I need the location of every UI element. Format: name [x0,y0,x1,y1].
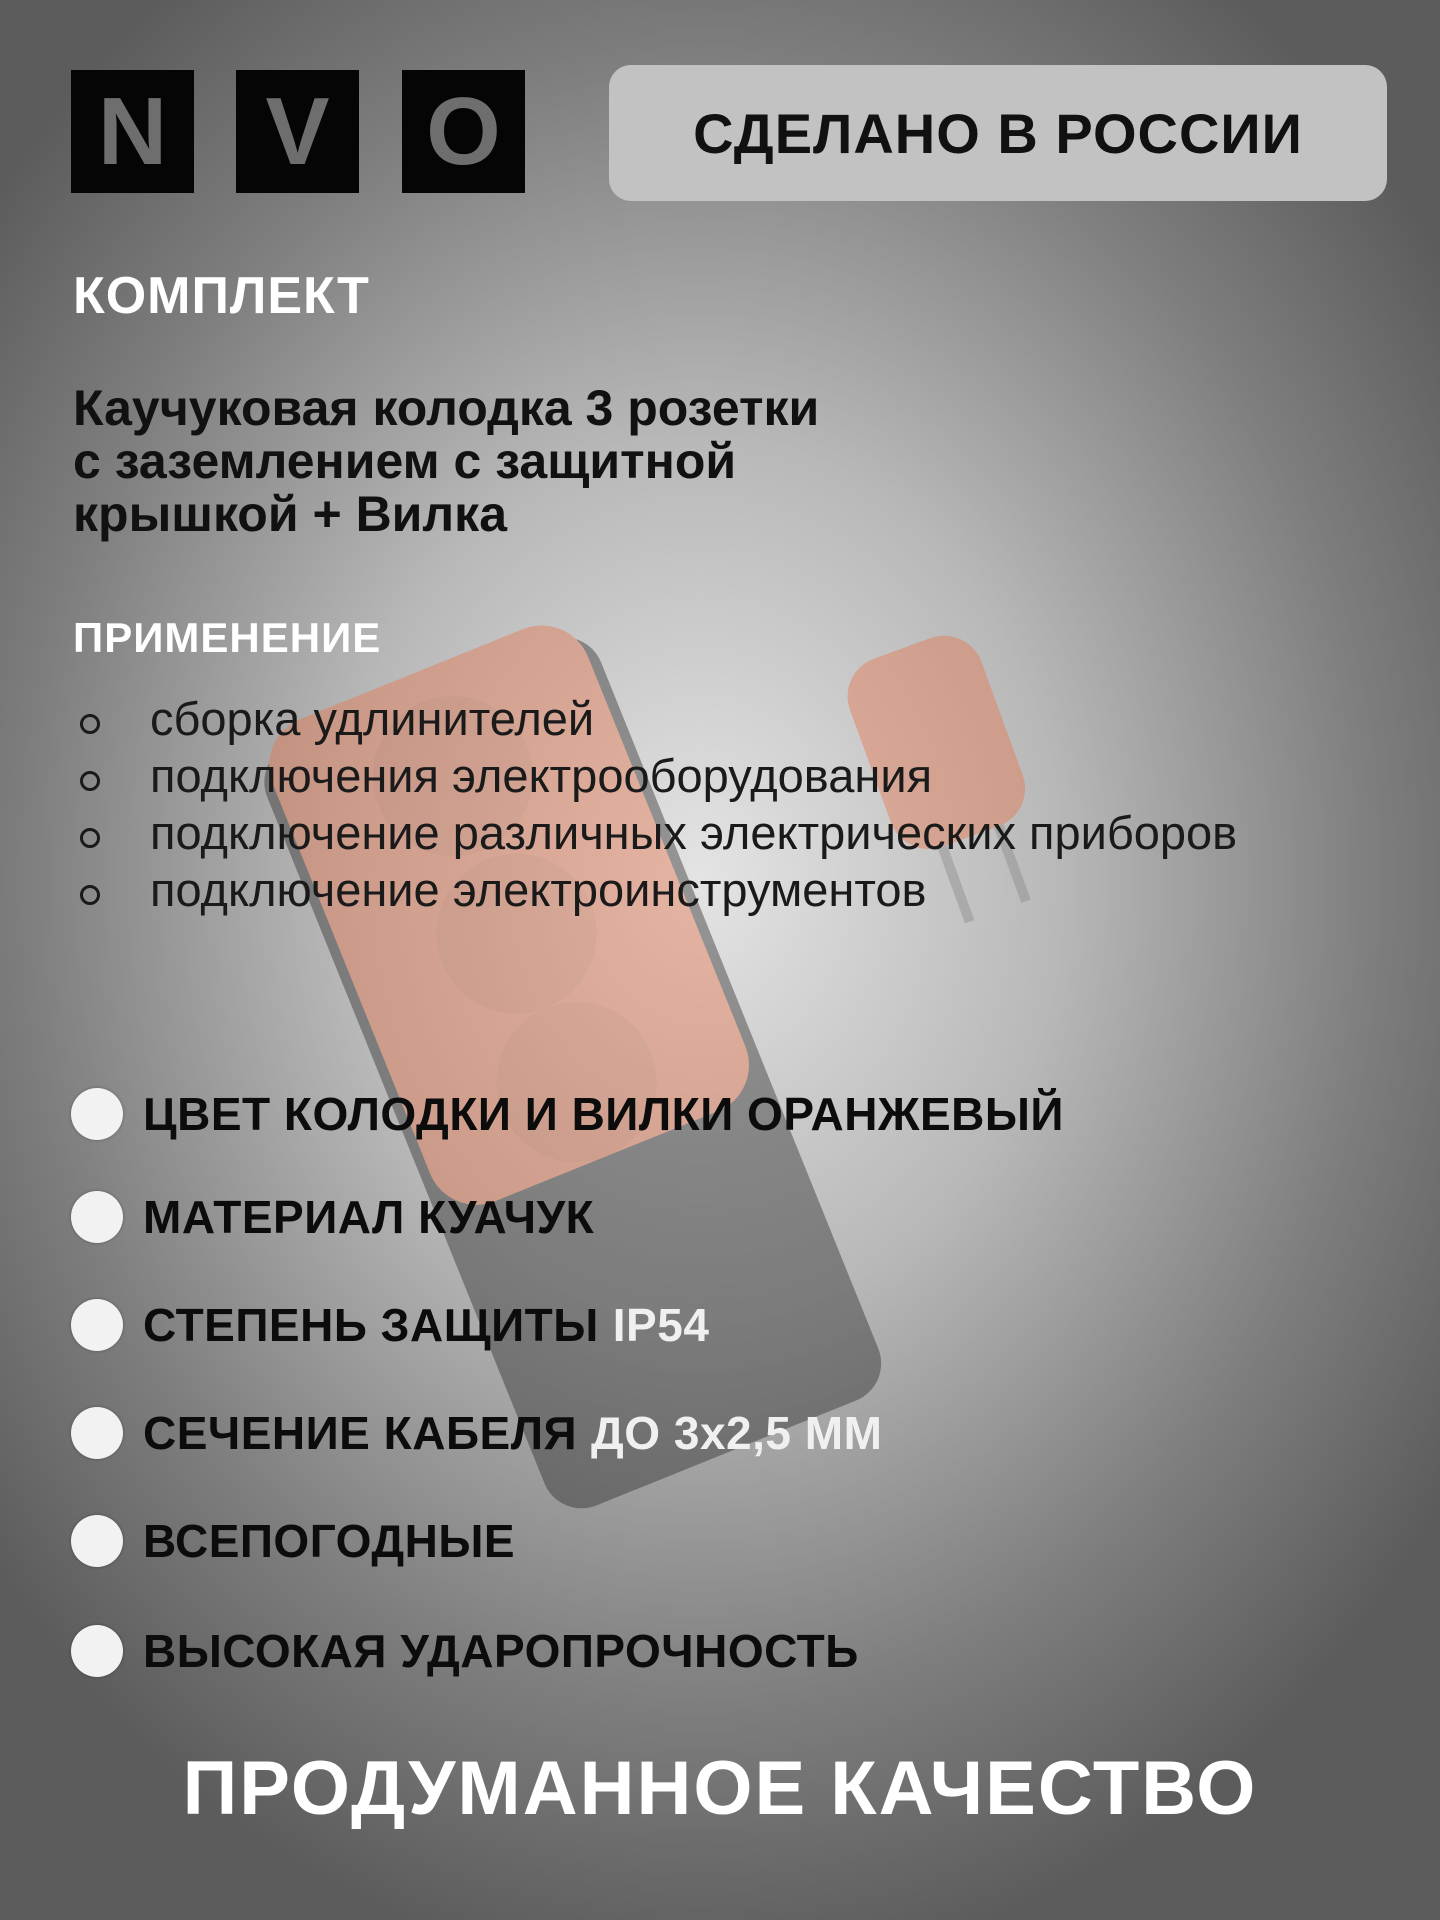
feature-label: МАТЕРИАЛ КУАЧУК [143,1191,595,1243]
title-line: крышкой + Вилка [73,486,508,542]
list-item [80,747,1360,804]
list-item [80,861,1360,918]
title-line: Каучуковая колодка 3 розетки [73,380,820,436]
feature-item [71,1190,594,1244]
circle-bullet-icon [71,1299,123,1351]
feature-item [71,1624,859,1678]
list-item-text: подключения электрооборудования [150,749,933,802]
list-item [80,690,1360,747]
circle-bullet-icon [71,1191,123,1243]
feature-label: ЦВЕТ КОЛОДКИ И ВИЛКИ ОРАНЖЕВЫЙ [143,1088,1064,1140]
feature-item [71,1298,709,1352]
feature-item [71,1087,1064,1141]
logo-letter-v: V [236,70,359,193]
bullet-icon [80,885,100,905]
feature-value: IP54 [612,1299,710,1351]
applications-list [80,690,1360,918]
kit-heading: КОМПЛЕКТ [73,267,370,325]
circle-bullet-icon [71,1515,123,1567]
list-item-text: подключение различных электрических приборов [150,806,1238,859]
circle-bullet-icon [71,1407,123,1459]
logo-letter-n: N [71,70,194,193]
list-item-text: подключение электроинструментов [150,863,927,916]
made-in-russia-badge: СДЕЛАНО В РОССИИ [609,65,1387,201]
footer-slogan: ПРОДУМАННОЕ КАЧЕСТВО [182,1746,1258,1831]
bullet-icon [80,714,100,734]
feature-label: ВСЕПОГОДНЫЕ [143,1515,516,1567]
feature-item [71,1406,882,1460]
title-line: с заземлением с защитной [73,433,737,489]
feature-label: СТЕПЕНЬ ЗАЩИТЫ [143,1299,599,1351]
bullet-icon [80,828,100,848]
product-title [73,382,1273,541]
bullet-icon [80,771,100,791]
list-item-text: сборка удлинителей [150,692,595,745]
application-heading: ПРИМЕНЕНИЕ [73,614,382,661]
feature-value: ДО 3х2,5 ММ [591,1407,883,1459]
circle-bullet-icon [71,1625,123,1677]
feature-label: СЕЧЕНИЕ КАБЕЛЯ [143,1407,578,1459]
feature-item [71,1514,515,1568]
circle-bullet-icon [71,1088,123,1140]
feature-label: ВЫСОКАЯ УДАРОПРОЧНОСТЬ [143,1625,859,1677]
logo-letter-o: O [402,70,525,193]
list-item [80,804,1360,861]
